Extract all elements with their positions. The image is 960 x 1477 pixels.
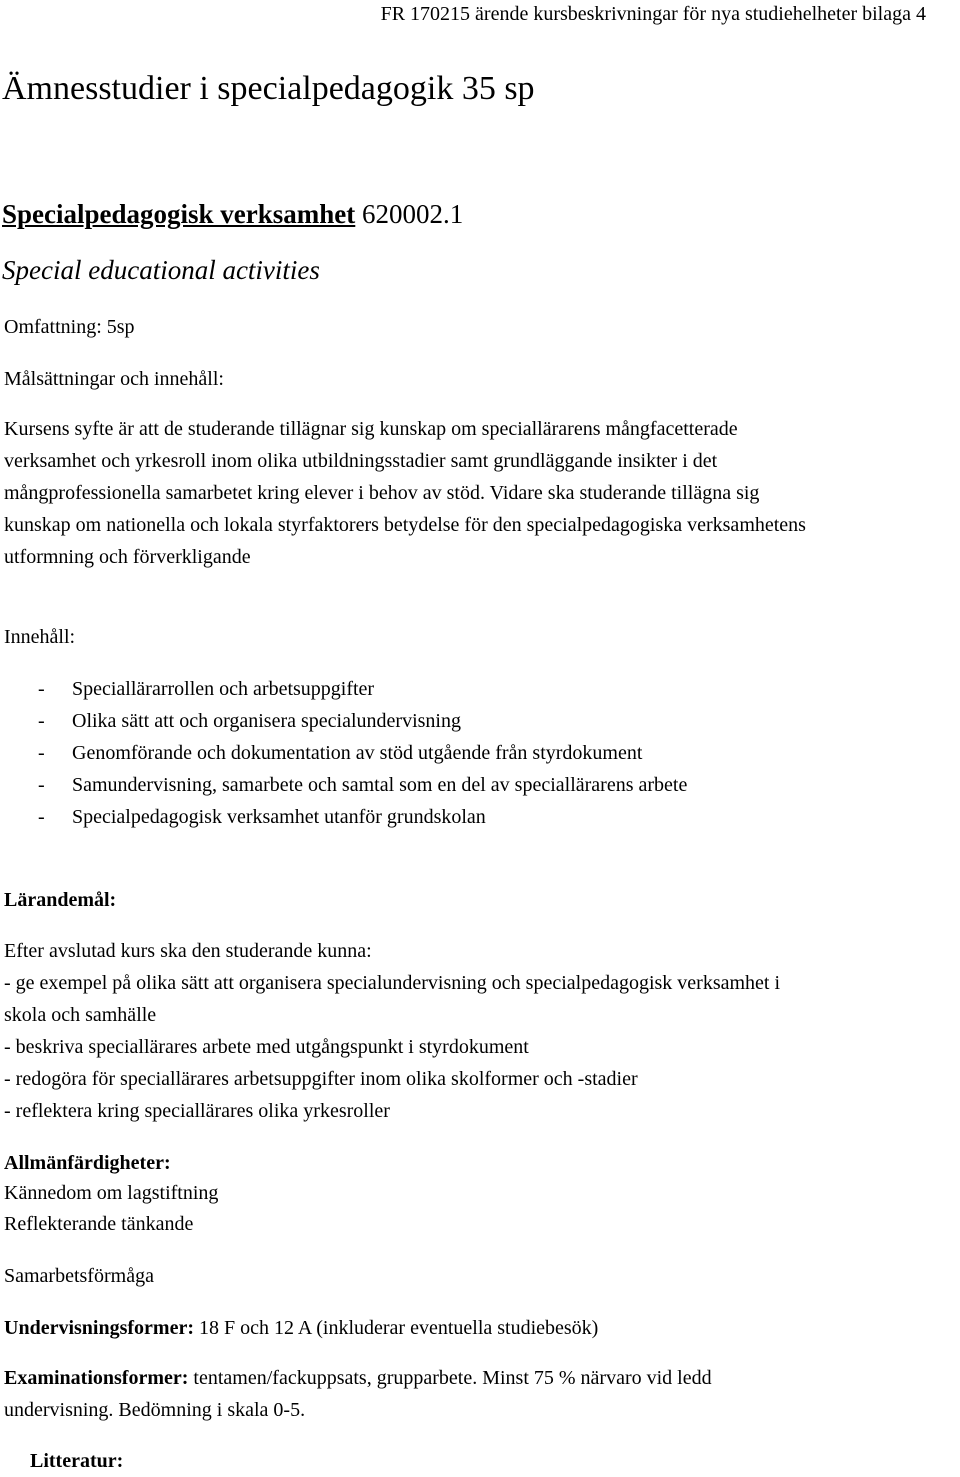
list-item: - Speciallärarrollen och arbetsuppgifter (38, 673, 687, 705)
scope-value: 5sp (106, 316, 135, 338)
course-title-line (2, 196, 463, 232)
list-item: - Olika sätt att och organisera specialundervisning (38, 705, 687, 737)
content-list (38, 673, 687, 833)
exam-value-continued: undervisning. Bedömning i skala 0-5. (4, 1399, 306, 1421)
goals-line: kunskap om nationella och lokala styrfaktorers betydelse för den specialpedagogiska verksamhetens (4, 514, 806, 536)
list-item-text: Olika sätt att och organisera specialundervisning (72, 710, 461, 732)
teaching-forms (4, 1312, 598, 1344)
page-title: Ämnesstudier i specialpedagogik 35 sp (2, 70, 535, 107)
learning-line: - ge exempel på olika sätt att organisera specialundervisning och specialpedagogisk verksamhet i (4, 972, 781, 994)
learning-line: - reflektera kring speciallärares olika yrkesroller (4, 1100, 390, 1122)
list-item-text: Samundervisning, samarbete och samtal som en del av speciallärarens arbete (72, 774, 688, 796)
learning-intro: Efter avslutad kurs ska den studerande kunna: (4, 940, 372, 962)
learning-heading: Lärandemål: (4, 889, 117, 911)
goals-line: verksamhet och yrkesroll inom olika utbildningsstadier samt grundläggande insikter i det (4, 450, 718, 472)
list-item-text: Specialpedagogisk verksamhet utanför grundskolan (72, 806, 486, 828)
goals-line: mångprofessionella samarbetet kring elever i behov av stöd. Vidare ska studerande tillägna sig (4, 482, 760, 504)
scope-line (4, 311, 135, 343)
learning-line: - beskriva speciallärares arbete med utgångspunkt i styrdokument (4, 1036, 529, 1058)
course-english-name: Special educational activities (2, 255, 320, 285)
scope-label: Omfattning: (4, 316, 102, 338)
list-item: - Genomförande och dokumentation av stöd utgående från styrdokument (38, 737, 687, 769)
literature-heading: Litteratur: (30, 1450, 124, 1472)
content-heading: Innehåll: (4, 626, 76, 648)
course-name: Specialpedagogisk verksamhet (2, 199, 356, 229)
exam-forms (4, 1362, 712, 1426)
list-item: - Specialpedagogisk verksamhet utanför grundskolan (38, 801, 687, 833)
goals-line: Kursens syfte är att de studerande tillägnar sig kunskap om speciallärarens mångfacetterade (4, 418, 738, 440)
exam-label: Examinationsformer: (4, 1367, 189, 1389)
list-item-text: Genomförande och dokumentation av stöd utgående från styrdokument (72, 742, 643, 764)
skill-item: Samarbetsförmåga (4, 1265, 154, 1287)
document-header: FR 170215 ärende kursbeskrivningar för nya studiehelheter bilaga 4 (380, 3, 926, 25)
learning-line: skola och samhälle (4, 1004, 157, 1026)
course-code: 620002.1 (362, 199, 464, 229)
learning-goals (4, 967, 780, 1127)
goals-heading: Målsättningar och innehåll: (4, 368, 224, 390)
list-item-text: Speciallärarrollen och arbetsuppgifter (72, 678, 375, 700)
list-item: - Samundervisning, samarbete och samtal som en del av speciallärarens arbete (38, 769, 687, 801)
skill-item: Kännedom om lagstiftning (4, 1182, 219, 1204)
skills-heading: Allmänfärdigheter: (4, 1152, 171, 1174)
learning-line: - redogöra för speciallärares arbetsuppgifter inom olika skolformer och -stadier (4, 1068, 638, 1090)
teaching-label: Undervisningsformer: (4, 1317, 194, 1339)
goals-line: utformning och förverkligande (4, 546, 251, 568)
goals-paragraph (4, 413, 960, 573)
skill-item: Reflekterande tänkande (4, 1213, 194, 1235)
teaching-value: 18 F och 12 A (inkluderar eventuella studiebesök) (198, 1317, 599, 1339)
exam-value: tentamen/fackuppsats, grupparbete. Minst 75 % närvaro vid ledd (193, 1367, 712, 1389)
